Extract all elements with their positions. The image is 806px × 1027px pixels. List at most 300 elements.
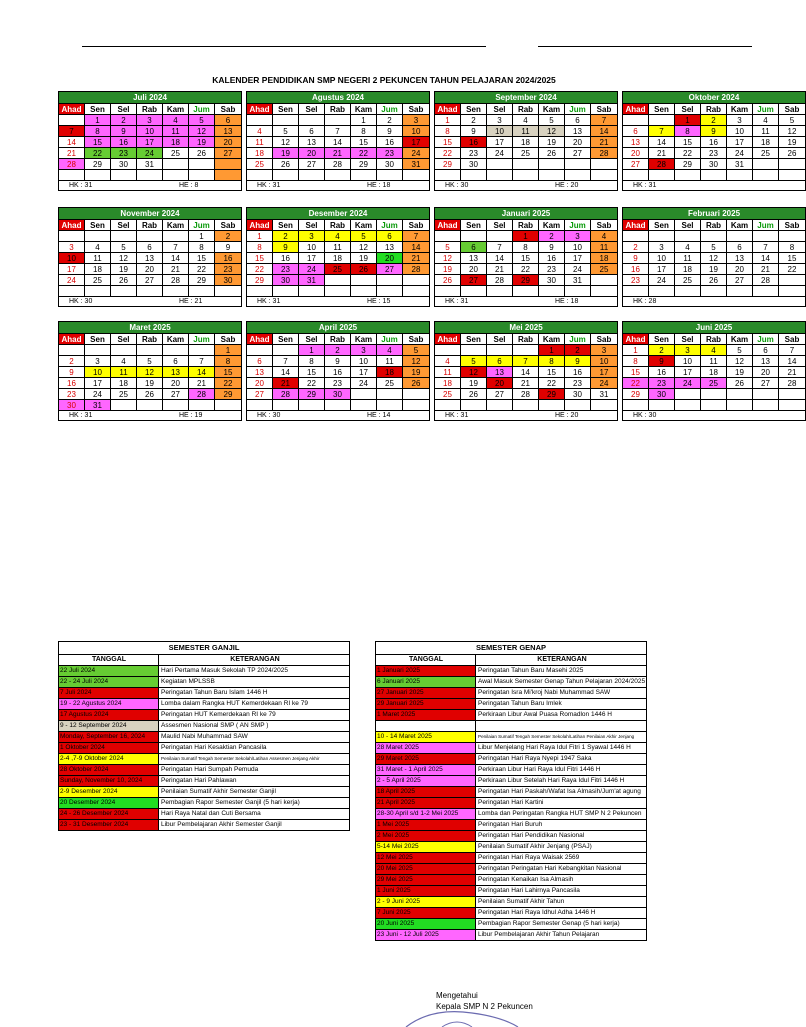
day-cell: 1 [435,114,461,125]
day-cell: 15 [779,252,805,263]
legend-description: Peringatan Hari Raya Waisak 2569 [478,854,580,861]
day-cell [675,399,701,410]
weekday-header: Sen [461,219,487,230]
legend-date: 20 Desember 2024 [59,798,159,808]
legend-description: Peringatan Hari Lahirnya Pancasila [478,887,580,894]
day-cell: 7 [189,355,215,366]
legend-date: 20 Juni 2025 [376,919,476,929]
legend-date: 18 April 2025 [376,787,476,797]
legend-row [376,743,646,754]
day-cell: 2 [649,344,675,355]
day-cell [623,114,649,125]
day-cell: 12 [137,366,163,377]
day-grid [247,219,429,296]
day-cell [753,285,779,296]
day-cell: 3 [299,230,325,241]
legend-date: 27 Januari 2025 [376,688,476,698]
day-cell: 14 [779,355,805,366]
day-cell: 23 [59,388,85,399]
day-cell [351,285,377,296]
day-cell: 29 [513,274,539,285]
day-cell [163,344,189,355]
day-cell: 21 [591,136,617,147]
day-cell: 10 [59,252,85,263]
day-cell: 18 [377,366,403,377]
day-cell: 25 [701,377,727,388]
day-cell: 21 [325,147,351,158]
day-cell: 27 [461,274,487,285]
weekday-header: Ahad [623,103,649,114]
day-cell [189,158,215,169]
legend-date: 1 Januari 2025 [376,666,476,676]
day-cell: 20 [247,377,273,388]
weekday-header: Kam [163,219,189,230]
day-cell: 20 [461,263,487,274]
legend-date: 21 April 2025 [376,798,476,808]
day-cell: 3 [85,355,111,366]
weekday-header: Sen [649,103,675,114]
day-cell: 24 [85,388,111,399]
day-cell: 16 [461,136,487,147]
day-cell [163,169,189,180]
day-cell: 26 [461,388,487,399]
day-cell: 28 [779,377,805,388]
day-cell: 15 [215,366,241,377]
day-cell: 5 [189,114,215,125]
legend-rows [59,666,349,831]
day-cell: 23 [623,274,649,285]
legend-description: Peringatan Hari Kartini [478,799,544,806]
day-cell: 5 [351,230,377,241]
weekday-header: Sel [111,219,137,230]
day-cell: 4 [325,230,351,241]
day-cell: 10 [649,252,675,263]
month-juni-2025 [622,321,806,421]
day-cell [299,114,325,125]
month-title: Januari 2025 [435,208,617,219]
legend-title: SEMESTER GENAP [376,642,646,655]
day-cell: 24 [137,147,163,158]
weekday-header: Ahad [59,103,85,114]
he-count: HE : 18 [367,182,391,189]
hk-count: HK : 30 [633,412,657,419]
weekday-header: Jum [565,103,591,114]
day-grid [623,103,805,180]
day-cell [299,399,325,410]
day-cell [325,114,351,125]
day-cell: 31 [137,158,163,169]
legend-description: Peringatan Hari Raya Nyepi 1947 Saka [478,755,592,762]
day-cell [565,158,591,169]
weekday-header: Ahad [59,219,85,230]
day-cell [273,344,299,355]
day-cell: 26 [137,388,163,399]
day-cell: 23 [215,263,241,274]
legend-row [376,721,646,732]
day-cell: 1 [247,230,273,241]
day-cell [591,285,617,296]
day-cell: 29 [539,388,565,399]
legend-date: 28-30 April s/d 1-2 Mei 2025 [376,809,476,819]
day-cell: 11 [701,355,727,366]
day-cell [163,399,189,410]
day-cell [513,399,539,410]
day-cell: 30 [649,388,675,399]
legend-date: 1 Maret 2025 [376,710,476,720]
day-cell [59,285,85,296]
day-grid [435,219,617,296]
hk-count: HK : 31 [69,182,93,189]
weekday-header: Jum [565,333,591,344]
legend-description: Peringatan Hari Pahlawan [161,777,237,784]
legend-row [376,710,646,721]
day-cell: 4 [163,114,189,125]
day-cell [247,285,273,296]
day-cell: 14 [753,252,779,263]
legend-date: 29 Januari 2025 [376,699,476,709]
day-cell [137,169,163,180]
weekday-header: Jum [377,333,403,344]
day-cell: 2 [325,344,351,355]
legend-date: 10 - 14 Maret 2025 [376,732,476,742]
legend-col-date: TANGGAL [59,655,159,665]
day-cell: 19 [111,263,137,274]
day-cell: 4 [701,344,727,355]
day-cell: 15 [189,252,215,263]
day-cell: 23 [111,147,137,158]
weekday-header: Sen [273,103,299,114]
day-cell: 10 [403,125,429,136]
legend-date: 20 Mei 2025 [376,864,476,874]
day-cell: 7 [59,125,85,136]
day-cell: 27 [487,388,513,399]
weekday-header: Sen [85,333,111,344]
day-cell: 21 [487,263,513,274]
day-cell: 28 [487,274,513,285]
legend-description: Kegiatan MPLSSB [161,678,215,685]
day-cell [59,344,85,355]
hk-count: HK : 31 [257,182,281,189]
day-cell: 25 [247,158,273,169]
legend-row [376,875,646,886]
day-cell: 25 [591,263,617,274]
day-cell: 18 [435,377,461,388]
day-cell: 15 [435,136,461,147]
legend-date: 29 Maret 2025 [376,754,476,764]
month-title: Agustus 2024 [247,92,429,103]
day-cell [779,274,805,285]
day-cell: 5 [701,241,727,252]
day-cell [325,274,351,285]
day-cell: 5 [403,344,429,355]
day-cell [623,169,649,180]
day-cell: 3 [403,114,429,125]
day-cell [377,399,403,410]
legend-semester-ganjil [58,641,350,831]
day-cell: 12 [461,366,487,377]
signature-line-1: Mengetahui [436,991,478,1000]
legend-description: Peringatan Hari Raya Idhul Adha 1446 H [478,909,596,916]
day-cell [215,158,241,169]
day-cell: 2 [539,230,565,241]
weekday-header: Ahad [435,219,461,230]
legend-description: Peringatan Tahun Baru Islam 1446 H [161,689,268,696]
day-cell: 8 [247,241,273,252]
day-cell: 1 [299,344,325,355]
day-grid [623,219,805,296]
legend-description: Peringatan Hari Pendidikan Nasional [478,832,585,839]
day-cell: 30 [59,399,85,410]
hk-count: HK : 31 [445,412,469,419]
weekday-header: Sen [461,333,487,344]
day-cell: 14 [59,136,85,147]
day-cell: 12 [435,252,461,263]
day-cell: 25 [325,263,351,274]
day-cell: 28 [403,263,429,274]
legend-row [59,820,349,831]
day-cell: 18 [111,377,137,388]
day-cell [111,230,137,241]
day-cell: 6 [487,355,513,366]
weekday-header: Rab [325,219,351,230]
day-cell: 19 [435,263,461,274]
day-cell: 12 [779,125,805,136]
day-cell [623,230,649,241]
weekday-header: Sel [487,219,513,230]
day-cell: 21 [163,263,189,274]
day-cell [753,230,779,241]
day-cell: 5 [273,125,299,136]
legend-description [476,721,646,731]
weekday-header: Jum [189,333,215,344]
day-cell: 12 [701,252,727,263]
day-cell [727,399,753,410]
day-cell: 9 [701,125,727,136]
day-cell: 8 [675,125,701,136]
month-footer [247,410,429,420]
day-cell: 5 [435,241,461,252]
day-cell: 6 [377,230,403,241]
day-cell: 11 [675,252,701,263]
day-cell: 31 [591,388,617,399]
day-cell: 27 [299,158,325,169]
day-cell [111,344,137,355]
day-cell [59,169,85,180]
top-line-right [538,46,752,47]
month-mei-2025 [434,321,618,421]
day-cell: 29 [247,274,273,285]
legend-description: Libur Pembelajaran Akhir Tahun Pelajaran [478,931,600,938]
day-cell [59,114,85,125]
day-cell [487,158,513,169]
day-cell [435,285,461,296]
day-cell [591,399,617,410]
legend-date: 24 - 26 Desember 2024 [59,809,159,819]
legend-date: 22 Juli 2024 [59,666,159,676]
day-cell: 22 [435,147,461,158]
day-cell: 28 [591,147,617,158]
month-title: Februari 2025 [623,208,805,219]
day-cell [85,169,111,180]
day-cell: 20 [137,263,163,274]
day-cell: 26 [701,274,727,285]
legend-date: 6 Januari 2025 [376,677,476,687]
day-cell [591,274,617,285]
legend-description: Hari Raya Natal dan Cuti Bersama [161,810,261,817]
day-cell: 21 [779,366,805,377]
day-cell: 22 [215,377,241,388]
day-cell: 16 [215,252,241,263]
day-cell: 12 [727,355,753,366]
day-cell: 15 [623,366,649,377]
day-cell [565,285,591,296]
day-cell [377,169,403,180]
month-januari-2025 [434,207,618,307]
weekday-header: Rab [513,333,539,344]
day-cell: 6 [565,114,591,125]
day-cell [701,230,727,241]
day-cell: 29 [623,388,649,399]
day-cell [435,230,461,241]
legend-row [59,798,349,809]
legend-date: 22 - 24 Juli 2024 [59,677,159,687]
legend-description: Penilaian Sumatif Akhir Semester Ganjil [161,788,276,795]
hk-count: HK : 28 [633,298,657,305]
day-cell [779,230,805,241]
he-count: HE : 19 [179,412,203,419]
day-cell [461,230,487,241]
day-cell: 8 [513,241,539,252]
day-cell: 4 [591,230,617,241]
day-cell [623,285,649,296]
day-cell: 3 [351,344,377,355]
day-cell: 17 [403,136,429,147]
weekday-header: Sel [487,333,513,344]
day-cell [487,285,513,296]
day-cell: 9 [215,241,241,252]
legend-date: 2 - 5 April 2025 [376,776,476,786]
day-cell: 19 [779,136,805,147]
day-cell: 13 [487,366,513,377]
day-cell: 29 [351,158,377,169]
legend-description: Peringatan Hari Sumpah Pemuda [161,766,259,773]
legend-description: Lomba dalam Rangka HUT Kemerdekaan RI ke 79 [161,700,308,707]
day-cell [565,399,591,410]
weekday-header: Kam [163,333,189,344]
legend-title: SEMESTER GANJIL [59,642,349,655]
legend-row [59,688,349,699]
legend-description: Perkiraan Libur Hari Raya Idul Fitri 1446 H [478,766,601,773]
day-cell: 20 [565,136,591,147]
month-title: Maret 2025 [59,322,241,333]
day-cell: 19 [701,263,727,274]
day-cell: 9 [59,366,85,377]
he-count: HE : 20 [555,182,579,189]
day-cell [377,388,403,399]
weekday-header: Sel [299,333,325,344]
day-cell: 3 [59,241,85,252]
legend-date: 9 - 12 September 2024 [59,721,159,731]
day-cell [189,344,215,355]
day-cell [435,399,461,410]
day-cell: 28 [753,274,779,285]
day-cell: 1 [215,344,241,355]
weekday-header: Kam [351,333,377,344]
day-cell: 13 [753,355,779,366]
legend-date: 23 Juni - 12 Juli 2025 [376,930,476,940]
day-cell: 28 [649,158,675,169]
day-cell: 30 [461,158,487,169]
weekday-header: Ahad [247,103,273,114]
legend-description: Peringatan Hari Buruh [478,821,543,828]
day-cell: 1 [189,230,215,241]
day-cell: 22 [247,263,273,274]
day-cell [137,285,163,296]
day-cell: 10 [565,241,591,252]
day-cell: 22 [189,263,215,274]
day-cell: 3 [649,241,675,252]
day-grid [247,103,429,180]
legend-description: Peringatan HUT Kemerdekaan RI ke 79 [161,711,276,718]
day-cell: 2 [565,344,591,355]
day-cell [779,285,805,296]
day-cell [273,169,299,180]
day-cell [111,169,137,180]
day-cell: 6 [163,355,189,366]
day-cell: 6 [623,125,649,136]
weekday-header: Jum [753,103,779,114]
day-cell [111,399,137,410]
day-cell [591,169,617,180]
legend-row [376,930,646,941]
day-cell: 20 [377,252,403,263]
day-cell [273,285,299,296]
weekday-header: Sab [215,333,241,344]
day-cell: 2 [701,114,727,125]
day-cell: 24 [299,263,325,274]
weekday-header: Sab [779,333,805,344]
legend-row [376,908,646,919]
legend-row [59,732,349,743]
month-agustus-2024 [246,91,430,191]
day-cell: 13 [623,136,649,147]
weekday-header: Sab [779,219,805,230]
weekday-header: Kam [351,219,377,230]
day-cell: 2 [623,241,649,252]
legend-date: Sunday, November 10, 2024 [59,776,159,786]
weekday-header: Sel [299,219,325,230]
legend-description: Penilaian Sumatif Akhir Tahun [478,898,565,905]
day-cell: 5 [539,114,565,125]
day-cell [675,169,701,180]
month-title: Juli 2024 [59,92,241,103]
day-cell [487,344,513,355]
day-grid [59,333,241,410]
day-cell [85,230,111,241]
month-maret-2025 [58,321,242,421]
day-cell: 17 [85,377,111,388]
day-cell: 30 [325,388,351,399]
day-cell [403,399,429,410]
legend-row [59,787,349,798]
day-cell: 7 [649,125,675,136]
day-cell: 9 [565,355,591,366]
legend-row [376,699,646,710]
legend-description: Penilaian Sumatif Tengah Semester Sekolah/Latihan Assesmen Jenjang Akhir [161,756,320,761]
month-footer [247,296,429,306]
day-cell: 9 [273,241,299,252]
day-cell: 11 [377,355,403,366]
